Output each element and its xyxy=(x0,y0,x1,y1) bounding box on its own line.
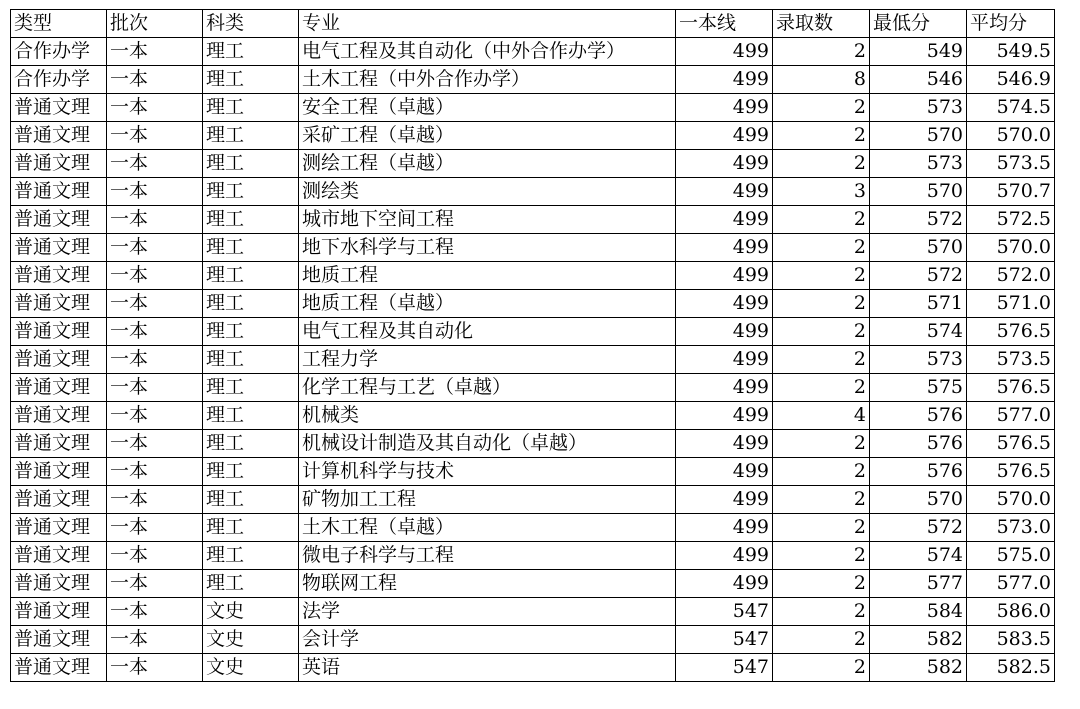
table-row xyxy=(11,598,1055,626)
type-cell: 普通文理 xyxy=(11,374,107,402)
header-cell-avg-score: 平均分 xyxy=(967,10,1055,38)
min-score-cell: 573 xyxy=(870,94,967,122)
header-cell-type: 类型 xyxy=(11,10,107,38)
avg-score-cell: 571.0 xyxy=(967,290,1055,318)
min-score-cell: 570 xyxy=(870,234,967,262)
min-score-cell: 576 xyxy=(870,458,967,486)
subject-category-cell: 理工 xyxy=(203,206,299,234)
major-cell: 法学 xyxy=(299,598,676,626)
batch-cell: 一本 xyxy=(107,122,203,150)
avg-score-cell: 576.5 xyxy=(967,374,1055,402)
first-tier-line-cell: 499 xyxy=(676,486,773,514)
table-row xyxy=(11,514,1055,542)
subject-category-cell: 理工 xyxy=(203,570,299,598)
admitted-count-cell: 2 xyxy=(773,430,870,458)
first-tier-line-cell: 499 xyxy=(676,514,773,542)
subject-category-cell: 理工 xyxy=(203,346,299,374)
type-cell: 普通文理 xyxy=(11,122,107,150)
major-cell: 计算机科学与技术 xyxy=(299,458,676,486)
subject-category-cell: 理工 xyxy=(203,430,299,458)
table-row xyxy=(11,150,1055,178)
subject-category-cell: 理工 xyxy=(203,458,299,486)
header-row xyxy=(11,10,1055,38)
batch-cell: 一本 xyxy=(107,318,203,346)
admitted-count-cell: 2 xyxy=(773,318,870,346)
batch-cell: 一本 xyxy=(107,94,203,122)
admitted-count-cell: 2 xyxy=(773,38,870,66)
table-row xyxy=(11,122,1055,150)
admitted-count-cell: 2 xyxy=(773,514,870,542)
type-cell: 普通文理 xyxy=(11,346,107,374)
table-row xyxy=(11,290,1055,318)
batch-cell: 一本 xyxy=(107,374,203,402)
admitted-count-cell: 2 xyxy=(773,486,870,514)
table-row xyxy=(11,430,1055,458)
type-cell: 普通文理 xyxy=(11,598,107,626)
major-cell: 物联网工程 xyxy=(299,570,676,598)
batch-cell: 一本 xyxy=(107,234,203,262)
subject-category-cell: 文史 xyxy=(203,654,299,682)
batch-cell: 一本 xyxy=(107,402,203,430)
table-row xyxy=(11,374,1055,402)
first-tier-line-cell: 499 xyxy=(676,318,773,346)
major-cell: 测绘工程（卓越） xyxy=(299,150,676,178)
table-row xyxy=(11,402,1055,430)
avg-score-cell: 574.5 xyxy=(967,94,1055,122)
avg-score-cell: 583.5 xyxy=(967,626,1055,654)
admitted-count-cell: 2 xyxy=(773,122,870,150)
min-score-cell: 584 xyxy=(870,598,967,626)
admitted-count-cell: 2 xyxy=(773,458,870,486)
first-tier-line-cell: 547 xyxy=(676,598,773,626)
table-row xyxy=(11,262,1055,290)
type-cell: 普通文理 xyxy=(11,206,107,234)
type-cell: 普通文理 xyxy=(11,626,107,654)
min-score-cell: 572 xyxy=(870,262,967,290)
min-score-cell: 573 xyxy=(870,150,967,178)
table-row xyxy=(11,654,1055,682)
subject-category-cell: 理工 xyxy=(203,542,299,570)
major-cell: 安全工程（卓越） xyxy=(299,94,676,122)
admitted-count-cell: 4 xyxy=(773,402,870,430)
min-score-cell: 582 xyxy=(870,626,967,654)
admitted-count-cell: 2 xyxy=(773,346,870,374)
batch-cell: 一本 xyxy=(107,542,203,570)
avg-score-cell: 546.9 xyxy=(967,66,1055,94)
type-cell: 普通文理 xyxy=(11,94,107,122)
avg-score-cell: 570.0 xyxy=(967,486,1055,514)
admitted-count-cell: 2 xyxy=(773,654,870,682)
first-tier-line-cell: 499 xyxy=(676,38,773,66)
type-cell: 普通文理 xyxy=(11,262,107,290)
avg-score-cell: 570.0 xyxy=(967,122,1055,150)
batch-cell: 一本 xyxy=(107,430,203,458)
first-tier-line-cell: 499 xyxy=(676,290,773,318)
avg-score-cell: 573.5 xyxy=(967,346,1055,374)
admitted-count-cell: 2 xyxy=(773,290,870,318)
type-cell: 普通文理 xyxy=(11,458,107,486)
subject-category-cell: 理工 xyxy=(203,234,299,262)
subject-category-cell: 理工 xyxy=(203,514,299,542)
admitted-count-cell: 2 xyxy=(773,94,870,122)
type-cell: 合作办学 xyxy=(11,38,107,66)
subject-category-cell: 文史 xyxy=(203,626,299,654)
avg-score-cell: 575.0 xyxy=(967,542,1055,570)
table-body xyxy=(11,10,1055,682)
avg-score-cell: 577.0 xyxy=(967,570,1055,598)
type-cell: 普通文理 xyxy=(11,570,107,598)
table-row xyxy=(11,486,1055,514)
avg-score-cell: 576.5 xyxy=(967,318,1055,346)
first-tier-line-cell: 499 xyxy=(676,262,773,290)
avg-score-cell: 573.0 xyxy=(967,514,1055,542)
major-cell: 电气工程及其自动化（中外合作办学） xyxy=(299,38,676,66)
admitted-count-cell: 3 xyxy=(773,178,870,206)
avg-score-cell: 576.5 xyxy=(967,430,1055,458)
table-row xyxy=(11,38,1055,66)
min-score-cell: 582 xyxy=(870,654,967,682)
avg-score-cell: 573.5 xyxy=(967,150,1055,178)
batch-cell: 一本 xyxy=(107,150,203,178)
batch-cell: 一本 xyxy=(107,598,203,626)
major-cell: 土木工程（中外合作办学） xyxy=(299,66,676,94)
min-score-cell: 570 xyxy=(870,122,967,150)
min-score-cell: 574 xyxy=(870,318,967,346)
min-score-cell: 572 xyxy=(870,206,967,234)
min-score-cell: 570 xyxy=(870,486,967,514)
batch-cell: 一本 xyxy=(107,38,203,66)
type-cell: 普通文理 xyxy=(11,290,107,318)
admitted-count-cell: 2 xyxy=(773,626,870,654)
batch-cell: 一本 xyxy=(107,514,203,542)
avg-score-cell: 572.0 xyxy=(967,262,1055,290)
avg-score-cell: 577.0 xyxy=(967,402,1055,430)
first-tier-line-cell: 499 xyxy=(676,122,773,150)
avg-score-cell: 572.5 xyxy=(967,206,1055,234)
avg-score-cell: 549.5 xyxy=(967,38,1055,66)
table-row xyxy=(11,318,1055,346)
first-tier-line-cell: 499 xyxy=(676,150,773,178)
header-cell-min-score: 最低分 xyxy=(870,10,967,38)
subject-category-cell: 理工 xyxy=(203,402,299,430)
admitted-count-cell: 2 xyxy=(773,262,870,290)
min-score-cell: 572 xyxy=(870,514,967,542)
type-cell: 普通文理 xyxy=(11,178,107,206)
first-tier-line-cell: 547 xyxy=(676,626,773,654)
type-cell: 普通文理 xyxy=(11,514,107,542)
major-cell: 地质工程（卓越） xyxy=(299,290,676,318)
admitted-count-cell: 2 xyxy=(773,542,870,570)
first-tier-line-cell: 499 xyxy=(676,430,773,458)
first-tier-line-cell: 499 xyxy=(676,402,773,430)
first-tier-line-cell: 499 xyxy=(676,346,773,374)
batch-cell: 一本 xyxy=(107,654,203,682)
header-cell-admitted-count: 录取数 xyxy=(773,10,870,38)
batch-cell: 一本 xyxy=(107,178,203,206)
header-cell-first-tier-line: 一本线 xyxy=(676,10,773,38)
first-tier-line-cell: 499 xyxy=(676,374,773,402)
type-cell: 普通文理 xyxy=(11,234,107,262)
admission-score-table xyxy=(10,9,1055,682)
min-score-cell: 549 xyxy=(870,38,967,66)
type-cell: 普通文理 xyxy=(11,402,107,430)
batch-cell: 一本 xyxy=(107,66,203,94)
type-cell: 普通文理 xyxy=(11,318,107,346)
major-cell: 土木工程（卓越） xyxy=(299,514,676,542)
first-tier-line-cell: 499 xyxy=(676,542,773,570)
avg-score-cell: 582.5 xyxy=(967,654,1055,682)
subject-category-cell: 文史 xyxy=(203,598,299,626)
avg-score-cell: 570.7 xyxy=(967,178,1055,206)
batch-cell: 一本 xyxy=(107,626,203,654)
table-row xyxy=(11,66,1055,94)
subject-category-cell: 理工 xyxy=(203,262,299,290)
major-cell: 机械设计制造及其自动化（卓越） xyxy=(299,430,676,458)
subject-category-cell: 理工 xyxy=(203,38,299,66)
major-cell: 英语 xyxy=(299,654,676,682)
header-cell-subject-category: 科类 xyxy=(203,10,299,38)
major-cell: 化学工程与工艺（卓越） xyxy=(299,374,676,402)
min-score-cell: 575 xyxy=(870,374,967,402)
min-score-cell: 570 xyxy=(870,178,967,206)
major-cell: 会计学 xyxy=(299,626,676,654)
major-cell: 矿物加工工程 xyxy=(299,486,676,514)
avg-score-cell: 576.5 xyxy=(967,458,1055,486)
table-row xyxy=(11,542,1055,570)
min-score-cell: 576 xyxy=(870,430,967,458)
first-tier-line-cell: 499 xyxy=(676,94,773,122)
first-tier-line-cell: 499 xyxy=(676,458,773,486)
min-score-cell: 577 xyxy=(870,570,967,598)
admitted-count-cell: 8 xyxy=(773,66,870,94)
min-score-cell: 576 xyxy=(870,402,967,430)
batch-cell: 一本 xyxy=(107,570,203,598)
admitted-count-cell: 2 xyxy=(773,374,870,402)
table-row xyxy=(11,178,1055,206)
type-cell: 普通文理 xyxy=(11,150,107,178)
type-cell: 普通文理 xyxy=(11,654,107,682)
subject-category-cell: 理工 xyxy=(203,66,299,94)
subject-category-cell: 理工 xyxy=(203,150,299,178)
subject-category-cell: 理工 xyxy=(203,178,299,206)
first-tier-line-cell: 499 xyxy=(676,570,773,598)
major-cell: 采矿工程（卓越） xyxy=(299,122,676,150)
first-tier-line-cell: 499 xyxy=(676,234,773,262)
table-row xyxy=(11,206,1055,234)
header-cell-batch: 批次 xyxy=(107,10,203,38)
min-score-cell: 573 xyxy=(870,346,967,374)
major-cell: 机械类 xyxy=(299,402,676,430)
admitted-count-cell: 2 xyxy=(773,598,870,626)
major-cell: 电气工程及其自动化 xyxy=(299,318,676,346)
admitted-count-cell: 2 xyxy=(773,206,870,234)
avg-score-cell: 570.0 xyxy=(967,234,1055,262)
major-cell: 微电子科学与工程 xyxy=(299,542,676,570)
table-row xyxy=(11,458,1055,486)
subject-category-cell: 理工 xyxy=(203,486,299,514)
batch-cell: 一本 xyxy=(107,486,203,514)
type-cell: 普通文理 xyxy=(11,542,107,570)
batch-cell: 一本 xyxy=(107,206,203,234)
table-row xyxy=(11,626,1055,654)
min-score-cell: 571 xyxy=(870,290,967,318)
admitted-count-cell: 2 xyxy=(773,570,870,598)
avg-score-cell: 586.0 xyxy=(967,598,1055,626)
major-cell: 地质工程 xyxy=(299,262,676,290)
batch-cell: 一本 xyxy=(107,290,203,318)
admitted-count-cell: 2 xyxy=(773,150,870,178)
batch-cell: 一本 xyxy=(107,262,203,290)
major-cell: 测绘类 xyxy=(299,178,676,206)
header-cell-major: 专业 xyxy=(299,10,676,38)
subject-category-cell: 理工 xyxy=(203,290,299,318)
subject-category-cell: 理工 xyxy=(203,122,299,150)
major-cell: 工程力学 xyxy=(299,346,676,374)
admitted-count-cell: 2 xyxy=(773,234,870,262)
min-score-cell: 574 xyxy=(870,542,967,570)
batch-cell: 一本 xyxy=(107,458,203,486)
first-tier-line-cell: 547 xyxy=(676,654,773,682)
table-row xyxy=(11,94,1055,122)
subject-category-cell: 理工 xyxy=(203,318,299,346)
batch-cell: 一本 xyxy=(107,346,203,374)
type-cell: 合作办学 xyxy=(11,66,107,94)
major-cell: 城市地下空间工程 xyxy=(299,206,676,234)
first-tier-line-cell: 499 xyxy=(676,66,773,94)
type-cell: 普通文理 xyxy=(11,486,107,514)
table-row xyxy=(11,570,1055,598)
first-tier-line-cell: 499 xyxy=(676,178,773,206)
subject-category-cell: 理工 xyxy=(203,94,299,122)
subject-category-cell: 理工 xyxy=(203,374,299,402)
table-row xyxy=(11,234,1055,262)
table-row xyxy=(11,346,1055,374)
major-cell: 地下水科学与工程 xyxy=(299,234,676,262)
min-score-cell: 546 xyxy=(870,66,967,94)
type-cell: 普通文理 xyxy=(11,430,107,458)
first-tier-line-cell: 499 xyxy=(676,206,773,234)
